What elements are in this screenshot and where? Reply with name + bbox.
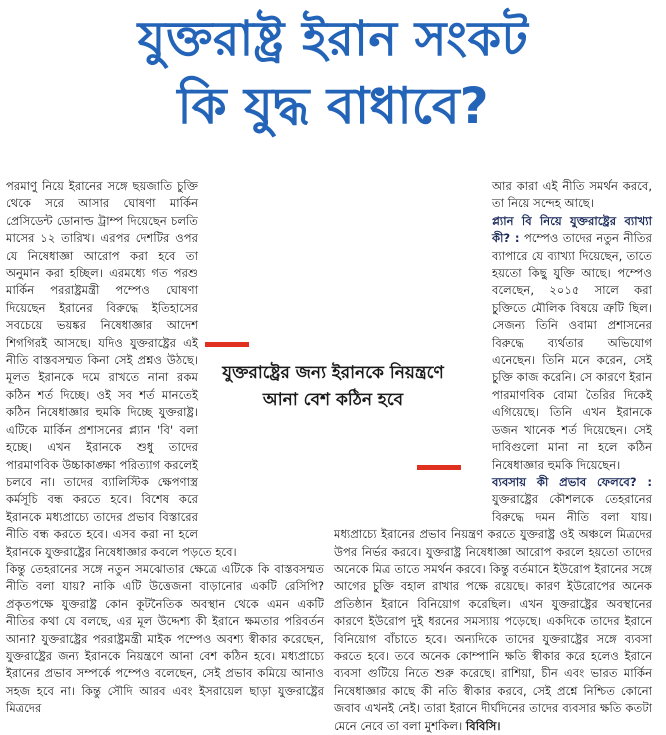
right-paragraph-1: আর কারা এই নীতি সমর্থন করবে, তা নিয়ে সন্দেহ আছে। — [492, 179, 652, 211]
right-paragraph-3 — [334, 474, 652, 735]
left-paragraph-2: কিন্তু তেহরানের সঙ্গে নতুন সমঝোতার ক্ষেত্রে এটিকে কি বাস্তবসম্মত নীতি বলা যায়? নাকি এটি উত্তেজনা বাড়ানোর একটি রেসিপি? প্রকৃতপক্ষে যুক্তরাষ্ট্র কোন কূটনৈতিক অবস্থান থেকে এমন একটি নীতির কথা যে বলছে, এর মূল উদ্দেশ্য কী ইরানে ক্ষমতার পরিবর্তন আনা? যুক্তরাষ্ট্রের পররাষ্ট্রমন্ত্রী মাইক পম্পেও অবশ্য স্বীকার করেছেন, যুক্তরাষ্ট্রের জন্য ইরানকে নিয়ন্ত্রণে আনা বেশ কঠিন হবে। মধ্যপ্রাচ্যে ইরানের প্রভাব সম্পর্কে পম্পেও বলেছেন, সেই প্রভাব কমিয়ে আনাও সহজ হবে না। কিন্তু সৌদি আরব এবং ইসরায়েল ছাড়া যুক্তরাষ্ট্রের মিত্রদের — [6, 561, 324, 716]
headline-line-2: কি যুদ্ধ বাধাবে? — [177, 77, 489, 136]
headline — [0, 11, 666, 136]
right-paragraph-3-text: যুক্তরাষ্ট্রের কৌশলকে তেহরানের বিরুদ্ধে দমন নীতি বলা যায়। মধ্যপ্রাচ্যে ইরানের প্রভাব নিয়ন্ত্রণ করতে যুক্তরাষ্ট্র ওই অঞ্চলে মিত্রদের উপর নির্ভর করবে। যুক্তরাষ্ট্র নিষেধাজ্ঞা আরোপ করলে হয়তো তাদের অনেকে মিত্র তাতে সমর্থন করবে। কিন্তু বর্তমানে ইউরোপ ইরানের সঙ্গে আগের চুক্তি বহাল রাখার পক্ষে রয়েছে। কারণ ইউরোপের অনেক প্রতিষ্ঠান ইরানে বিনিয়োগ করেছিল। এখন যুক্তরাষ্ট্রের অবস্থানের কারণে ইউরোপ দুই ধরনের সমস্যায় পড়েছে। একদিকে তাদের ইরানে বিনিয়োগ বাঁচাতে হবে। অন্যদিকে তাদের যুক্তরাষ্ট্রের সঙ্গে ব্যবসা করতে হবে। তবে অনেক কোম্পানি ক্ষতি স্বীকার করে হলেও ইরানে ব্যবসা গুটিয়ে নিতে শুরু করেছে। রাশিয়া, চীন এবং ভারত মার্কিন নিষেধাজ্ঞার কাছে কী নতি স্বীকার করবে, সেই প্রশ্নে নিশ্চিত কোনো জবাব এখনই নেই। তারা ইরানে দীর্ঘদিনের তাদের ব্যবসার ক্ষতি কতটা মেনে নেবে তা বলা মুশকিল। — [334, 492, 652, 733]
pull-quote-text: যুক্তরাষ্ট্রের জন্য ইরানকে নিয়ন্ত্রণে আনা বেশ কঠিন হবে — [222, 363, 444, 410]
right-paragraph-2-text: পম্পেও তাদের নতুন নীতির ব্যাপারে যে ব্যাখ্যা দিয়েছেন, তাতে হয়তো কিছু যুক্তি আছে। পম্পেও বলেছেন, ২০১৫ সালে করা চুক্তিতে মৌলিক বিষয়ে ত্রুটি ছিল। সেজন্য তিনি ওবামা প্রশাসনের বিরুদ্ধে ব্যর্থতার অভিযোগ এনেছেন। তিনি মনে করেন, সেই চুক্তি কাজ করেনি। সে কারণে ইরান পারমাণবিক বোমা তৈরির দিকেই এগিয়েছে। তিনি এখন ইরানকে ডজন খানেক শর্ত দিয়েছেন। সেই দাবিগুলো মানা না হলে কঠিন নিষেধাজ্ঞার হুমকি দিয়েছেন। — [492, 231, 652, 472]
source-credit: বিবিসি। — [465, 718, 501, 733]
left-paragraph-1: পরমাণু নিয়ে ইরানের সঙ্গে ছয়জাতি চুক্তি থেকে সরে আসার ঘোষণা মার্কিন প্রেসিডেন্ট ডোনাল্ড ট্রাম্প দিয়েছেন চলতি মাসের ১২ তারিখ। এরপর দেশটির ওপর যে নিষেধাজ্ঞা আরোপ করা হবে তা অনুমান করা হচ্ছিল। এরমধ্যে গত পরশু মার্কিন পররাষ্ট্রমন্ত্রী পম্পেও ঘোষণা দিয়েছেন ইরানের বিরুদ্ধে ইতিহাসের সবচেয়ে ভয়ঙ্কর নিষেধাজ্ঞার আদেশ শিগগিরই আসছে। যদিও যুক্তরাষ্ট্রের এই নীতি বাস্তবসম্মত কিনা সেই প্রশ্নও উঠছে। মূলত ইরানকে দমে রাখতে নানা রকম কঠিন শর্ত দিচ্ছে। ওই সব শর্ত মানতেই কঠিন নিষেধাজ্ঞার হুমকি দিচ্ছে যুক্তরাষ্ট্র। এটিকে মার্কিন প্রশাসনের প্ল্যান 'বি' বলা হচ্ছে। এখন ইরানকে শুধু তাদের পারমাণবিক উচ্চাকাঙ্ক্ষা পরিত্যাগ করলেই চলবে না। তাদের ব্যালিস্টিক ক্ষেপণাস্ত্র কর্মসূচি বন্ধ করতে হবে। বিশেষ করে ইরানকে মধ্যপ্রাচ্যে তাদের প্রভাব বিস্তারের নীতি বন্ধ করতে হবে। এসব করা না হলে ইরানকে যুক্তরাষ্ট্রের নিষেধাজ্ঞার কবলে পড়তে হবে। — [6, 179, 237, 559]
accent-bar-top — [205, 342, 249, 347]
headline-line-1: যুক্তরাষ্ট্র ইরান সংকট — [137, 11, 529, 67]
subheading-business: ব্যবসায় কী প্রভাব ফেলবে? : — [492, 474, 652, 489]
subheading-plan-b: প্ল্যান বি নিয়ে যুক্তরাষ্ট্রের ব্যাখ্যা কী? : — [492, 213, 652, 246]
pull-quote — [205, 342, 461, 470]
accent-bar-bottom — [417, 465, 461, 470]
